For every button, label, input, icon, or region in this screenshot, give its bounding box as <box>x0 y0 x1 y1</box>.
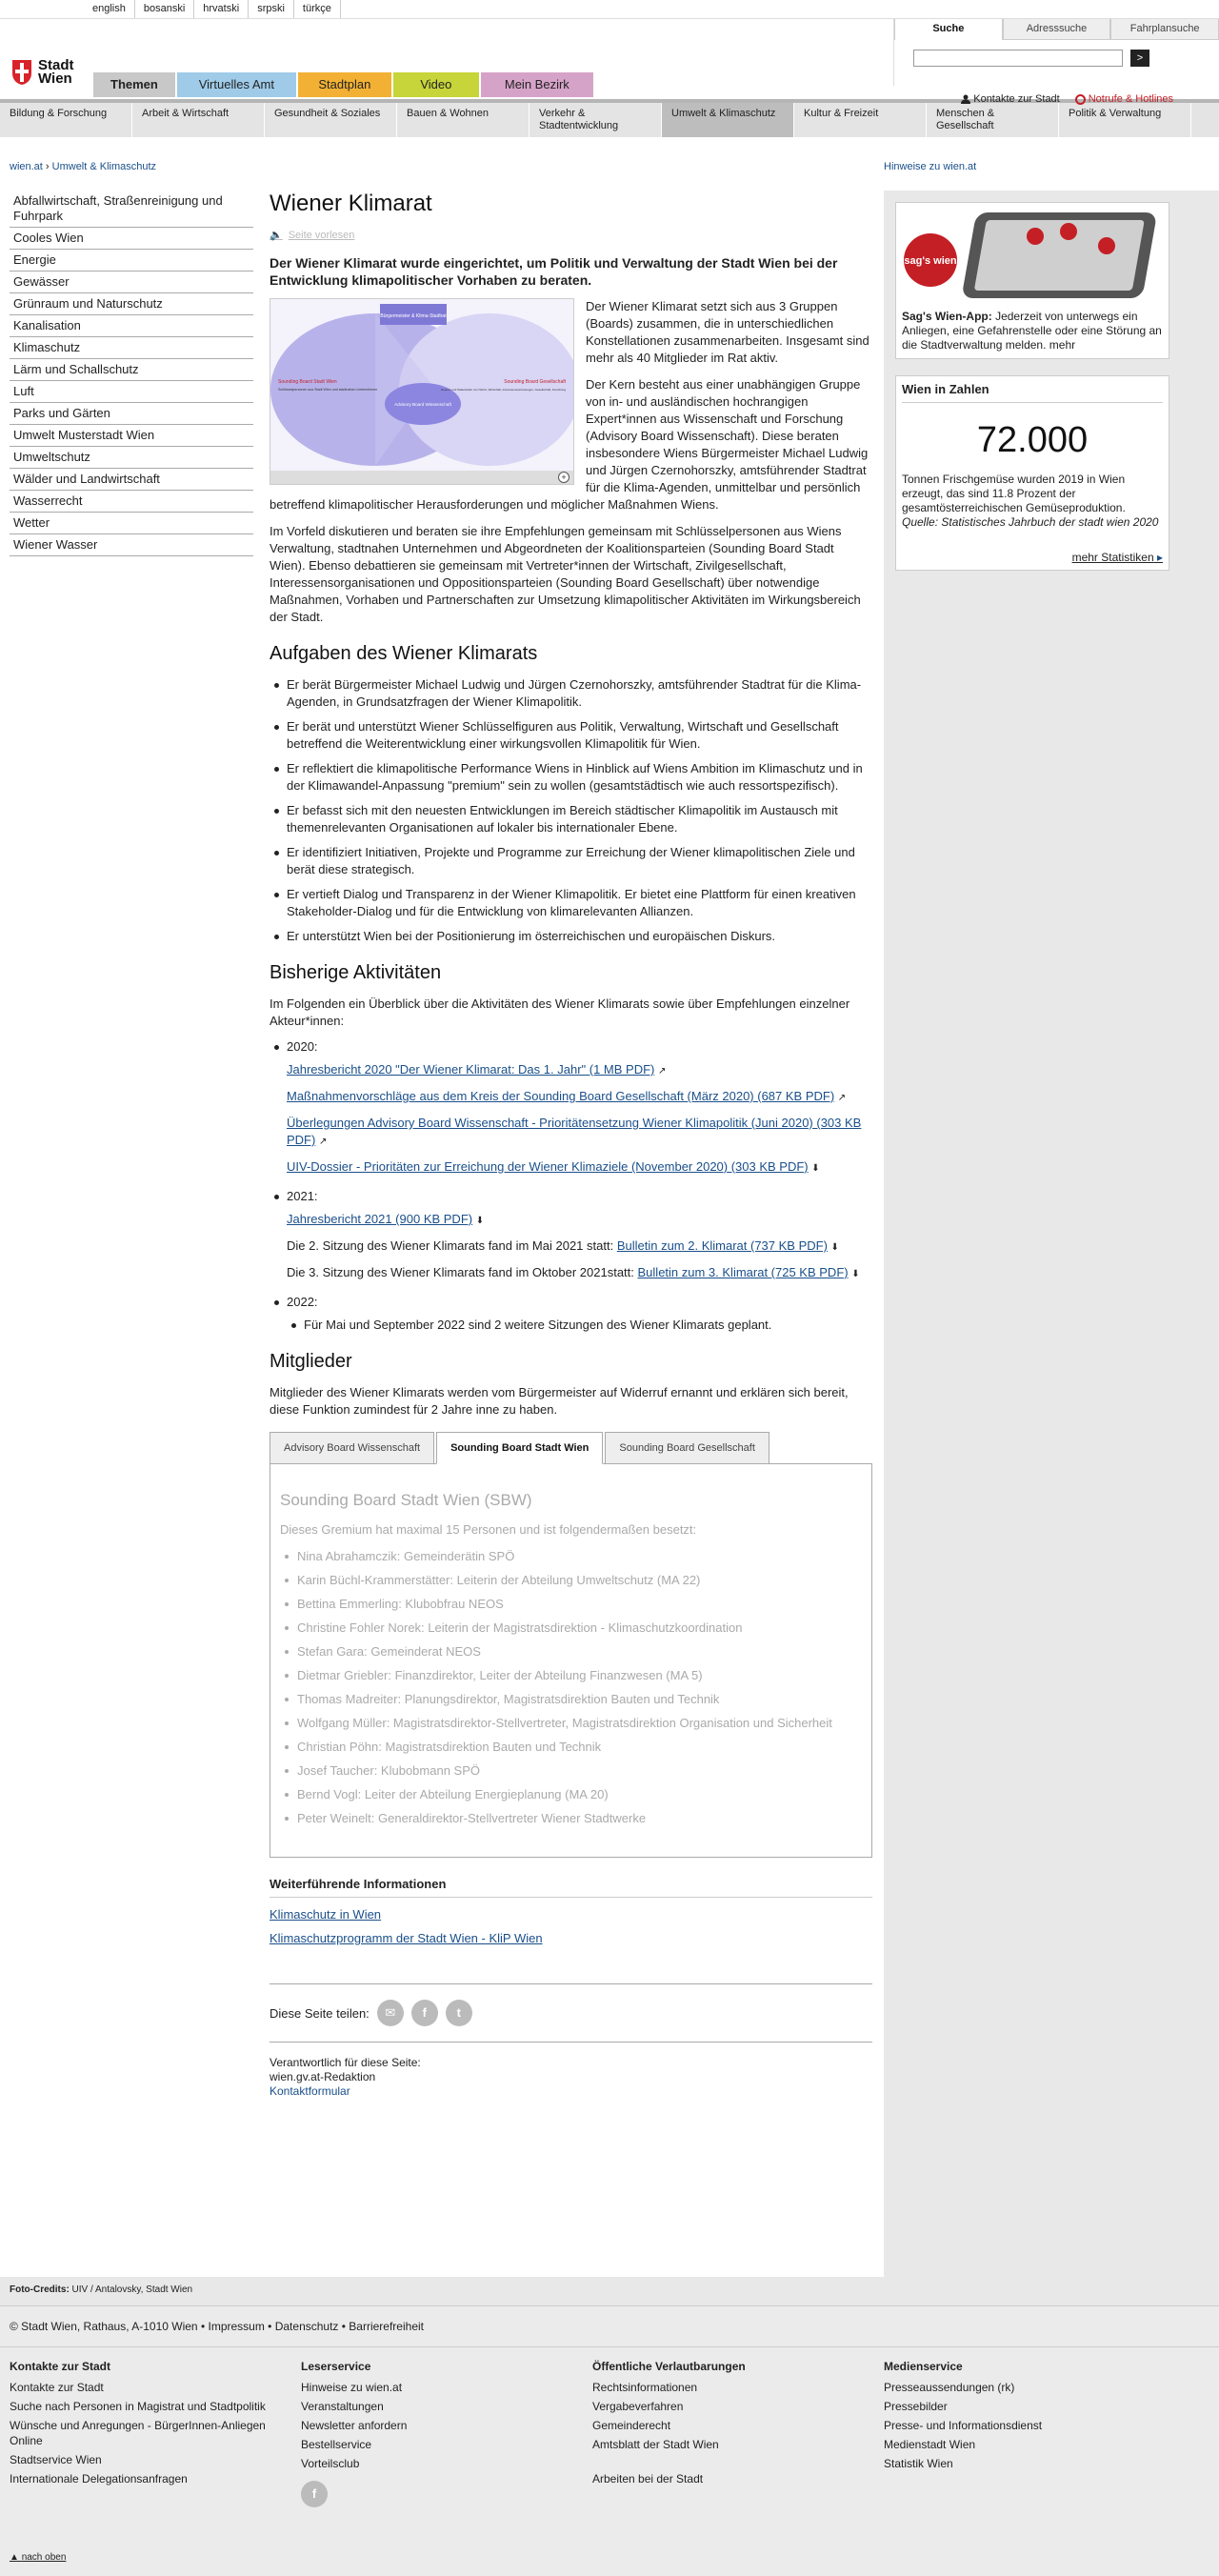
doc-link[interactable]: Jahresbericht 2021 (900 KB PDF) <box>287 1212 473 1226</box>
klimarat-diagram[interactable] <box>270 298 574 485</box>
footer-link[interactable]: Veranstaltungen <box>301 2400 384 2413</box>
header <box>0 19 1219 105</box>
topic-bildung[interactable]: Bildung & Forschung <box>0 103 132 137</box>
sags-wien-illustration <box>902 203 1165 310</box>
sbw-intro: Dieses Gremium hat maximal 15 Personen und ist folgendermaßen besetzt: <box>280 1522 697 1537</box>
sbw-title: Sounding Board Stadt Wien (SBW) <box>280 1491 532 1509</box>
share-row <box>270 1983 872 2026</box>
further-link[interactable]: Klimaschutz in Wien <box>270 1907 382 1922</box>
nav-video[interactable]: Video <box>393 72 479 97</box>
diagram-right-title: Sounding Board Gesellschaft <box>504 379 566 385</box>
footer-link[interactable]: Kontakte zur Stadt <box>10 2381 104 2394</box>
sags-wien-image[interactable] <box>902 203 1163 310</box>
footer <box>0 2305 1219 2576</box>
footer-col-verlautbarungen <box>592 2359 884 2511</box>
doc-link[interactable]: Überlegungen Advisory Board Wissenschaft - Prioritätensetzung Wiener Klimapolitik (Juni 2020) (303 KB PDF) <box>287 1116 862 1147</box>
list-item: Er befasst sich mit den neuesten Entwicklungen im Bereich städtischer Klimapolitik im Austausch mit themenrelevanten Organisationen auf lokaler bis internationaler Ebene. <box>287 802 872 836</box>
sbw-list <box>280 1548 862 1827</box>
breadcrumb <box>10 161 156 172</box>
download-icon: ⬇ <box>830 1242 839 1253</box>
zahlen-text: Tonnen Frischgemüse wurden 2019 in Wien erzeugt, das sind 11.8 Prozent der gesamtösterreichischen Gemüseproduktion. <box>902 473 1126 514</box>
vorlesen-button[interactable] <box>270 229 872 241</box>
intro-text: Der Wiener Klimarat wurde eingerichtet, um Politik und Verwaltung der Stadt Wien bei der Entwicklung klimapolitischer Vorhaben zu beraten. <box>270 255 838 288</box>
kontakte-link[interactable] <box>961 93 1060 105</box>
topic-menschen[interactable]: Menschen & Gesellschaft <box>927 103 1059 137</box>
list-item: Thomas Madreiter: Planungsdirektor, Magistratsdirektion Bauten und Technik <box>297 1691 862 1708</box>
footer-link[interactable]: Arbeiten bei der Stadt <box>592 2472 704 2485</box>
datenschutz-link[interactable]: Datenschutz <box>274 2320 339 2333</box>
footer-link[interactable]: Suche nach Personen in Magistrat und Stadtpolitik <box>10 2400 266 2413</box>
facebook-icon[interactable]: f <box>411 2000 438 2026</box>
sidebar-item[interactable]: Wiener Wasser <box>10 534 253 556</box>
lifebuoy-icon <box>1075 94 1086 105</box>
para-1: Der Wiener Klimarat setzt sich aus 3 Gruppen (Boards) zusammen, die in unterschiedlichen Konstellationen zusammenarbeiten. Insgesamt sind mehr als 40 Mitglieder im Rat aktiv. <box>586 299 869 365</box>
tab-panel <box>270 1463 872 1858</box>
sidebar-item[interactable]: Umwelt Musterstadt Wien <box>10 425 253 447</box>
footer-bar: © Stadt Wien, Rathaus, A-1010 Wien • Impressum • Datenschutz • Barrierefreiheit <box>0 2306 1219 2347</box>
footer-col-kontakte <box>10 2359 301 2511</box>
footer-link[interactable]: Vorteilsclub <box>301 2457 360 2470</box>
external-link-icon: ↗ <box>837 1093 847 1103</box>
kontakte-label: Kontakte zur Stadt <box>973 93 1060 105</box>
sags-wien-badge: sag's wien <box>904 255 957 267</box>
list-item: Karin Büchl-Krammerstätter: Leiterin der Abteilung Umweltschutz (MA 22) <box>297 1572 862 1589</box>
sidebar <box>10 191 253 556</box>
sidebar-item[interactable]: Parks und Gärten <box>10 403 253 425</box>
topic-arbeit[interactable]: Arbeit & Wirtschaft <box>132 103 265 137</box>
kontaktformular-link[interactable]: Kontaktformular <box>270 2084 350 2098</box>
list-item: Er identifiziert Initiativen, Projekte und Programme zur Erreichung der Wiener klimapolitischen Ziele und berät diese strategisch. <box>287 844 872 878</box>
footer-link[interactable]: Internationale Delegationsanfragen <box>10 2472 188 2485</box>
notruf-label: Notrufe & Hotlines <box>1088 93 1173 105</box>
para-2: Der Kern besteht aus einer unabhängigen Gruppe von in- und ausländischen hochrangigen Expert*innen aus Wissenschaft und Forschung (Advisory Board Wissenschaft). Diese beraten insbesondere Wiens Bürgermeister Michael Ludwig und Jürgen Czernohorszky, amtsführender Stadtrat für die Klima-Agenden, unmittelbar und persönlich betreffend klimapolitischer Herausforderungen und möglicher Maßnahmen Wiens. <box>270 377 869 512</box>
resp-label: Verantwortlich für diese Seite: <box>270 2056 421 2069</box>
mehr-statistiken-link[interactable] <box>902 551 1163 564</box>
resp-name: wien.gv.at-Redaktion <box>270 2070 376 2083</box>
sitzung-3-text: Die 3. Sitzung des Wiener Klimarats fand im Oktober 2021statt: <box>287 1265 638 1279</box>
lang-bosanski[interactable]: bosanski <box>135 0 194 18</box>
diagram-top-label: Bürgermeister & Klima-Stadtrat <box>380 313 447 319</box>
nav-stadtplan[interactable]: Stadtplan <box>298 72 391 97</box>
sidebar-item[interactable]: Klimaschutz <box>10 337 253 359</box>
responsible <box>270 2042 872 2099</box>
doc-link[interactable]: Maßnahmenvorschläge aus dem Kreis der Sounding Board Gesellschaft (März 2020) (687 KB PDF) <box>287 1089 835 1103</box>
language-bar <box>0 0 1219 19</box>
docs-2021 <box>287 1211 872 1283</box>
footer-col-heading: Öffentliche Verlautbarungen <box>592 2360 746 2373</box>
bulletin-2-link[interactable]: Bulletin zum 2. Klimarat (737 KB PDF) <box>616 1238 828 1253</box>
twitter-icon[interactable]: t <box>446 2000 472 2026</box>
footer-link[interactable]: Hinweise zu wien.at <box>301 2381 403 2394</box>
further-link[interactable]: Klimaschutzprogramm der Stadt Wien - KliP Wien <box>270 1931 543 1945</box>
search-submit-button[interactable]: > <box>1130 50 1149 67</box>
footer-col-medienservice <box>884 2359 1175 2511</box>
sidebar-item[interactable]: Energie <box>10 250 253 272</box>
heading-aufgaben: Aufgaben des Wiener Klimarats <box>270 643 538 664</box>
vorlesen-label: Seite vorlesen <box>288 229 355 241</box>
mail-icon[interactable]: ✉ <box>377 2000 404 2026</box>
list-item: Bernd Vogl: Leiter der Abteilung Energieplanung (MA 20) <box>297 1786 862 1803</box>
wien-in-zahlen-box <box>895 375 1169 571</box>
copyright: © Stadt Wien, Rathaus, A-1010 Wien • <box>10 2320 206 2333</box>
external-link-icon: ↗ <box>657 1066 667 1077</box>
main-nav <box>93 72 593 97</box>
tab-sounding-board-gesellschaft[interactable]: Sounding Board Gesellschaft <box>605 1432 769 1464</box>
facebook-icon[interactable]: f <box>301 2481 328 2507</box>
heading-mitglieder: Mitglieder <box>270 1351 352 1372</box>
docs-2020 <box>287 1061 872 1177</box>
chevron-right-icon: ▸ <box>1156 551 1163 564</box>
footer-link[interactable]: Medienstadt Wien <box>884 2438 976 2451</box>
credits-label: Foto-Credits: <box>10 2284 70 2295</box>
logo[interactable] <box>11 59 74 86</box>
list-2022 <box>287 1317 872 1334</box>
download-icon: ⬇ <box>851 1269 860 1279</box>
person-icon <box>961 94 970 104</box>
footer-col-heading: Kontakte zur Stadt <box>10 2360 111 2373</box>
breadcrumb-separator: › <box>42 161 52 172</box>
further-title: Weiterführende Informationen <box>270 1877 872 1898</box>
mitglieder-text: Mitglieder des Wiener Klimarats werden vom Bürgermeister auf Widerruf ernannt und erklären sich bereit, diese Funktion zumindest für 2 Jahre inne zu haben. <box>270 1385 849 1417</box>
aufgaben-list <box>270 676 872 945</box>
nav-mein-bezirk[interactable]: Mein Bezirk <box>481 72 593 97</box>
sitzung-2-text: Die 2. Sitzung des Wiener Klimarats fand im Mai 2021 statt: <box>287 1238 617 1253</box>
list-item: Er unterstützt Wien bei der Positionierung im österreichischen und europäischen Diskurs. <box>287 928 872 945</box>
diagram-center-label: Advisory Board Wissenschaft <box>394 402 451 407</box>
list-item: Peter Weinelt: Generaldirektor-Stellvertreter Wiener Stadtwerke <box>297 1810 862 1827</box>
sidebar-item[interactable]: Luft <box>10 381 253 403</box>
topic-kultur[interactable]: Kultur & Freizeit <box>794 103 927 137</box>
share-label: Diese Seite teilen: <box>270 2005 370 2021</box>
para-3: Im Vorfeld diskutieren und beraten sie ihre Empfehlungen gemeinsam mit Schlüsselpersonen aus Wiens Verwaltung, stadtnahen Unternehmen und Abgeordneten der Koalitionsparteien (Sounding Board Stadt Wien). Ebenso debattieren sie gemeinsam mit Vertreter*innen der Wirtschaft, Zivilgesellschaft, Interessensorganisationen und Oppositionsparteien (Sounding Board Gesellschaft) über notwendige Maßnahmen, Vorhaben und Partnerschaften zur Umsetzung klimapolitischer Aktivitäten im Wirkungsbereich der Stadt. <box>270 524 861 624</box>
heading-aktivitaeten: Bisherige Aktivitäten <box>270 962 442 983</box>
page-title: Wiener Klimarat <box>270 191 432 216</box>
zahlen-title: Wien in Zahlen <box>902 382 1163 403</box>
list-item: Für Mai und September 2022 sind 2 weitere Sitzungen des Wiener Klimarats geplant. <box>304 1317 872 1334</box>
footer-link[interactable]: Newsletter anfordern <box>301 2419 408 2432</box>
hinweise-link[interactable]: Hinweise zu wien.at <box>884 161 977 172</box>
sidebar-item[interactable]: Abfallwirtschaft, Straßenreinigung und Fuhrpark <box>10 191 253 228</box>
diagram-left-sub: Schlüsselpersonen aus Stadt Wien und stadtnahen Unternehmen <box>278 388 378 392</box>
list-item: Er vertieft Dialog und Transparenz in der Wiener Klimapolitik. Er bietet eine Plattform für einen kreativen Stakeholder-Dialog und für die Entwicklung von klimarelevanten Allianzen. <box>287 886 872 920</box>
tab-advisory-board[interactable]: Advisory Board Wissenschaft <box>270 1432 434 1464</box>
footer-col-heading: Leserservice <box>301 2360 371 2373</box>
topic-nav <box>0 99 1219 137</box>
breadcrumb-row <box>0 137 1219 175</box>
footer-link[interactable]: Rechtsinformationen <box>592 2381 698 2394</box>
list-item: Bettina Emmerling: Klubobfrau NEOS <box>297 1596 862 1613</box>
footer-spacer <box>592 2456 884 2467</box>
sidebar-item[interactable]: Gewässer <box>10 272 253 293</box>
footer-link[interactable]: Pressebilder <box>884 2400 948 2413</box>
external-link-icon: ↗ <box>318 1137 328 1147</box>
list-item: Er berät und unterstützt Wiener Schlüsselfiguren aus Politik, Verwaltung, Wirtschaft und Gesellschaft betreffend die Weiterentwicklung einer wirkungsvollen Klimapolitik für Wien. <box>287 718 872 753</box>
footer-link[interactable]: Wünsche und Anregungen - BürgerInnen-Anliegen Online <box>10 2419 266 2447</box>
footer-columns <box>0 2347 1219 2523</box>
lang-tuerkce[interactable]: türkçe <box>294 0 341 18</box>
footer-col-leserservice <box>301 2359 592 2511</box>
lang-english[interactable]: english <box>84 0 135 18</box>
sidebar-item[interactable]: Wetter <box>10 513 253 534</box>
search-tab-suche[interactable]: Suche <box>894 19 1003 40</box>
list-item: Er berät Bürgermeister Michael Ludwig und Jürgen Czernohorszky, amtsführender Stadtrat für die Klima-Agenden, in Grundsatzfragen der Wiener Klimapolitik. <box>287 676 872 711</box>
header-links <box>961 93 1173 105</box>
year-2020: 2020: <box>287 1039 872 1054</box>
tab-sounding-board-stadt[interactable]: Sounding Board Stadt Wien <box>436 1432 603 1464</box>
footer-link[interactable]: Vergabeverfahren <box>592 2400 684 2413</box>
search-tab-adresssuche[interactable]: Adresssuche <box>1003 19 1111 40</box>
footer-link[interactable]: Gemeinderecht <box>592 2419 671 2432</box>
diagram-toolbar <box>270 471 573 484</box>
sags-wien-more[interactable]: mehr <box>1049 338 1076 352</box>
sidebar-item[interactable]: Umweltschutz <box>10 447 253 469</box>
logo-line2: Wien <box>38 70 72 87</box>
list-item: Stefan Gara: Gemeinderat NEOS <box>297 1643 862 1660</box>
zoom-icon[interactable]: + <box>558 472 570 483</box>
search-tab-fahrplansuche[interactable]: Fahrplansuche <box>1110 19 1219 40</box>
impressum-link[interactable]: Impressum <box>208 2320 265 2333</box>
nach-oben-link[interactable] <box>10 2552 66 2563</box>
barrierefreiheit-link[interactable]: Barrierefreiheit <box>349 2320 424 2333</box>
nach-oben-label: nach oben <box>21 2552 67 2563</box>
footer-link[interactable]: Presseaussendungen (rk) <box>884 2381 1015 2394</box>
zahlen-number: 72.000 <box>976 420 1089 460</box>
sidebar-item[interactable]: Wasserrecht <box>10 491 253 513</box>
member-tabs <box>270 1432 872 1464</box>
download-icon: ⬇ <box>475 1216 485 1226</box>
doc-link[interactable]: Jahresbericht 2020 "Der Wiener Klimarat: Das 1. Jahr" (1 MB PDF) <box>287 1062 655 1077</box>
list-item: Nina Abrahamczik: Gemeinderätin SPÖ <box>297 1548 862 1565</box>
speaker-icon: 🔈 <box>270 230 283 241</box>
diagram-left-title: Sounding Board Stadt Wien <box>278 379 337 385</box>
sidebar-item[interactable]: Wälder und Landwirtschaft <box>10 469 253 491</box>
nav-themen[interactable]: Themen <box>93 72 175 97</box>
aktivitaeten-intro: Im Folgenden ein Überblick über die Aktivitäten des Wiener Klimarats sowie über Empfehlungen einzelner Akteur*innen: <box>270 996 850 1028</box>
breadcrumb-current[interactable]: Umwelt & Klimaschutz <box>51 161 157 172</box>
credits-value: UIV / Antalovsky, Stadt Wien <box>69 2284 193 2295</box>
sidebar-item[interactable]: Lärm und Schallschutz <box>10 359 253 381</box>
notruf-link[interactable] <box>1075 93 1173 105</box>
diagram-right-sub: Experts und Stakeholder von NGOs, Wirtschaft, Interessensvertretungen, Gesellschaft, Forschung <box>441 388 566 392</box>
lang-hrvatski[interactable]: hrvatski <box>194 0 249 18</box>
topic-umwelt[interactable]: Umwelt & Klimaschutz <box>662 103 794 137</box>
download-icon: ⬇ <box>811 1163 820 1174</box>
list-item: Er reflektiert die klimapolitische Performance Wiens in Hinblick auf Wiens Ambition im Klimaschutz und in der Klimawandel-Anpassung "premium" sein zu wollen (gesamtstädtisch wie auch ressortspezifisch). <box>287 760 872 795</box>
search-input[interactable] <box>913 50 1123 67</box>
list-item: Dietmar Griebler: Finanzdirektor, Leiter der Abteilung Finanzwesen (MA 5) <box>297 1667 862 1684</box>
arrow-up-icon: ▲ <box>10 2552 19 2563</box>
sidebar-item[interactable]: Grünraum und Naturschutz <box>10 293 253 315</box>
main-content <box>270 191 872 2099</box>
footer-link[interactable]: Stadtservice Wien <box>10 2453 102 2466</box>
year-2021: 2021: <box>287 1189 872 1203</box>
bulletin-3-link[interactable]: Bulletin zum 3. Klimarat (725 KB PDF) <box>637 1265 849 1279</box>
footer-link[interactable]: Presse- und Informationsdienst <box>884 2419 1043 2432</box>
footer-link[interactable]: Bestellservice <box>301 2438 372 2451</box>
sags-wien-title: Sag's Wien-App: <box>902 310 992 323</box>
list-item: Josef Taucher: Klubobmann SPÖ <box>297 1762 862 1780</box>
list-item: Wolfgang Müller: Magistratsdirektor-Stellvertreter, Magistratsdirektion Organisation und Sicherheit <box>297 1715 862 1732</box>
logo-line1: Stadt <box>38 57 74 73</box>
diagram-svg <box>270 299 573 471</box>
topic-gesundheit[interactable]: Gesundheit & Soziales <box>265 103 397 137</box>
sidebar-item[interactable]: Cooles Wien <box>10 228 253 250</box>
foto-credits <box>0 2277 1219 2305</box>
lang-srpski[interactable]: srpski <box>249 0 294 18</box>
search-box <box>893 19 1219 86</box>
footer-link[interactable]: Amtsblatt der Stadt Wien <box>592 2438 719 2451</box>
list-item: Christian Pöhn: Magistratsdirektion Bauten und Technik <box>297 1739 862 1756</box>
list-item: Christine Fohler Norek: Leiterin der Magistratsdirektion - Klimaschutzkoordination <box>297 1620 862 1637</box>
sags-wien-box <box>895 202 1169 359</box>
vienna-shield-icon <box>11 59 32 86</box>
doc-link[interactable]: UIV-Dossier - Prioritäten zur Erreichung der Wiener Klimaziele (November 2020) (303 KB PDF) <box>287 1159 809 1174</box>
topic-verkehr[interactable]: Verkehr & Stadtentwicklung <box>530 103 662 137</box>
further-links <box>270 1907 872 1945</box>
zahlen-quelle: Quelle: Statistisches Jahrbuch der stadt wien 2020 <box>902 515 1159 529</box>
year-2022: 2022: <box>287 1295 872 1309</box>
sags-wien-text: Jederzeit von unterwegs ein Anliegen, eine Gefahrenstelle oder eine Störung an die Stadtverwaltung melden. <box>902 310 1162 352</box>
topic-politik[interactable]: Politik & Verwaltung <box>1059 103 1191 137</box>
sidebar-item[interactable]: Kanalisation <box>10 315 253 337</box>
topic-bauen[interactable]: Bauen & Wohnen <box>397 103 530 137</box>
nav-virtuelles-amt[interactable]: Virtuelles Amt <box>177 72 296 97</box>
footer-col-heading: Medienservice <box>884 2360 963 2373</box>
footer-link[interactable]: Statistik Wien <box>884 2457 953 2470</box>
breadcrumb-home[interactable]: wien.at <box>10 161 43 172</box>
mehr-statistiken-label: mehr Statistiken <box>1071 551 1154 564</box>
